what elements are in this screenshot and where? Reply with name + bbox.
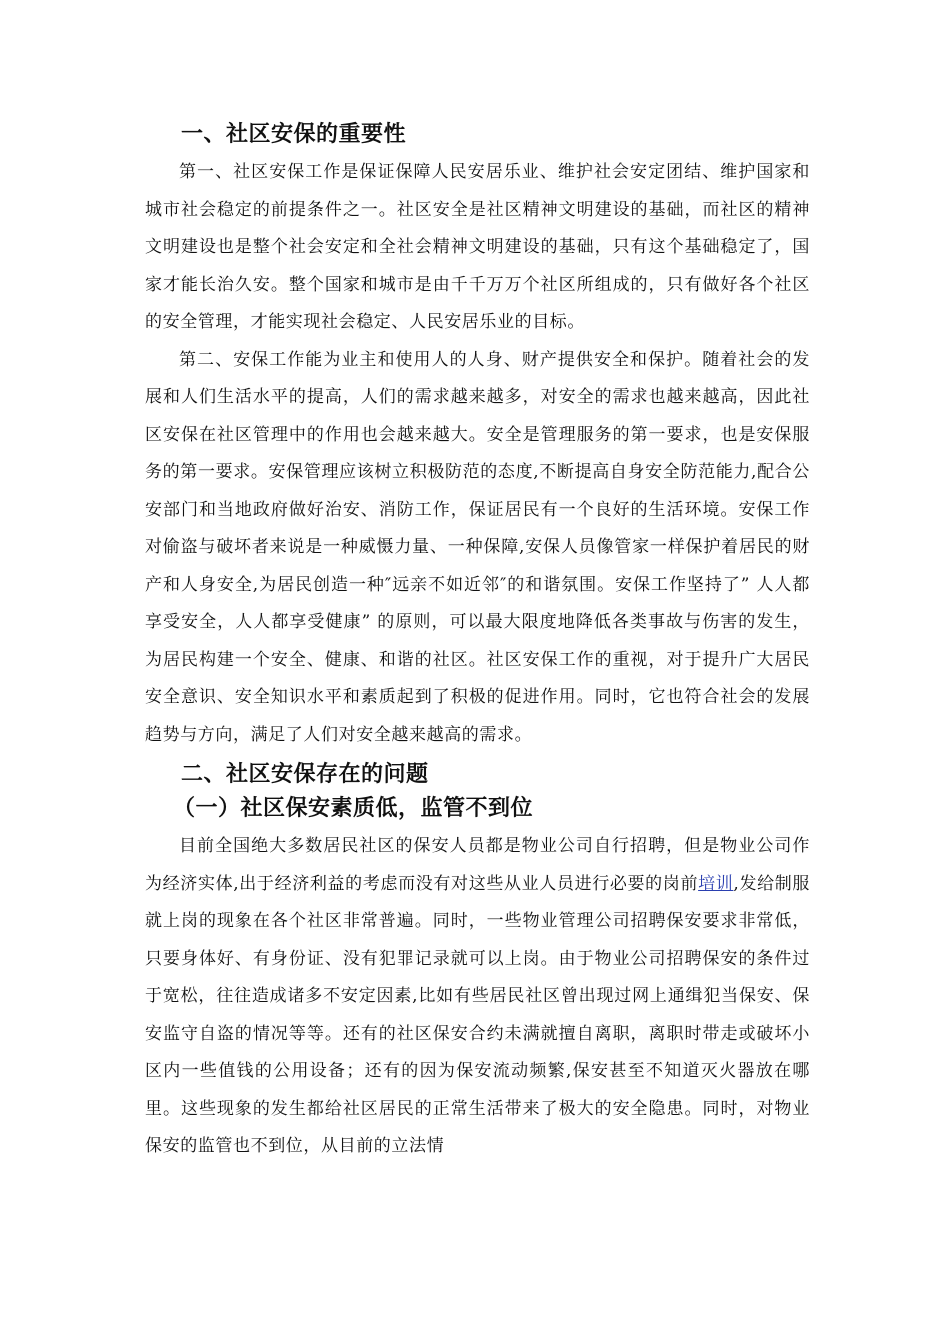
section-heading-importance: 一、社区安保的重要性 [181,122,407,147]
paragraph-security-staff [145,828,810,1166]
paragraph-second-point: 第二、安保工作能为业主和使用人的人身、财产提供安全和保护。随着社会的发展和人们生活水平的提高，人们的需求越来越多，对安全的需求也越来越高，因此社区安保在社区管理中的作用也会越来越大。安全是管理服务的第一要求，也是安保服务的第一要求。安保管理应该树立积极防范的态度,不断提高自身安全防范能力,配合公安部门和当地政府做好治安、消防工作，保证居民有一个良好的生活环境。安保工作对偷盗与破坏者来说是一种威慑力量、一种保障,安保人员像管家一样保护着居民的财产和人身安全,为居民创造一种″远亲不如近邻″的和谐氛围。安保工作坚持了” 人人都享受安全，人人都享受健康” 的原则，可以最大限度地降低各类事故与伤害的发生，为居民构建一个安全、健康、和谐的社区。社区安保工作的重视，对于提升广大居民安全意识、安全知识水平和素质起到了积极的促进作用。同时，它也符合社会的发展趋势与方向，满足了人们对安全越来越高的需求。 [145,349,810,745]
section-heading-problems: 二、社区安保存在的问题 [181,762,429,787]
document-page [145,112,810,1166]
subsection-heading-low-quality: （一）社区保安素质低，监管不到位 [173,796,534,821]
paragraph-first-point: 第一、社区安保工作是保证保障人民安居乐业、维护社会安定团结、维护国家和城市社会稳定的前提条件之一。社区安全是社区精神文明建设的基础，而社区的精神文明建设也是整个社会安定和全社会精神文明建设的基础，只有这个基础稳定了，国家才能长治久安。整个国家和城市是由千千万万个社区所组成的，只有做好各个社区的安全管理，才能实现社会稳定、人民安居乐业的目标。 [145,162,810,332]
paragraph-text-end: ,发给制服就上岗的现象在各个社区非常普遍。同时，一些物业管理公司招聘保安要求非常低，只要身体好、有身份证、没有犯罪记录就可以上岗。由于物业公司招聘保安的条件过于宽松，往往造成诸多不安定因素,比如有些居民社区曾出现过网上通缉犯当保安、保安监守自盗的情况等等。还有的社区保安合约未满就擅自离职，离职时带走或破坏小区内一些值钱的公用设备；还有的因为保安流动频繁,保安甚至不知道灭火器放在哪里。这些现象的发生都给社区居民的正常生活带来了极大的安全隐患。同时，对物业保安的监管也不到位，从目前的立法情 [145,873,810,1156]
training-link[interactable]: 培训 [698,873,734,894]
paragraph-text-start: 目前全国绝大多数居民社区的保安人员都是物业公司自行招聘，但是物业公司作为经济实体,出于经济利益的考虑而没有对这些从业人员进行必要的岗前 [145,836,810,894]
